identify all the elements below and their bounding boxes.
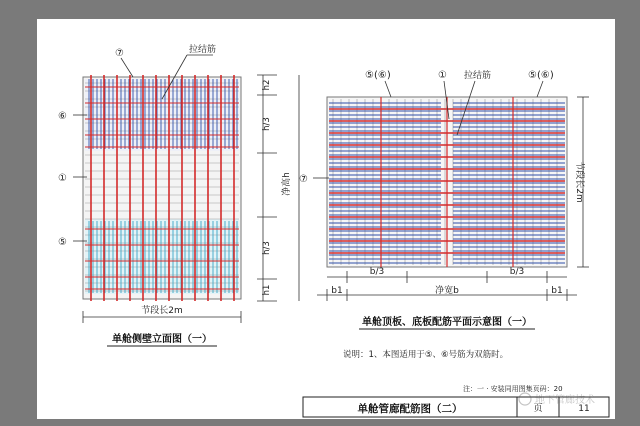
caption-left: 单舱侧壁立面图（一） — [112, 334, 212, 345]
label-right-1: ① — [438, 70, 447, 81]
note-text: 说明：1、本图适用于⑤、⑥号筋为双筋时。 — [343, 350, 509, 360]
dim-right-b3a: b/3 — [369, 267, 385, 277]
label-left-7: ⑦ — [115, 48, 124, 59]
label-right-7: ⑦ — [299, 174, 308, 185]
watermark — [519, 393, 595, 406]
label-right-tie: 拉结筋 — [464, 71, 492, 81]
drawing-sheet — [37, 19, 615, 419]
label-left-6: ⑥ — [58, 111, 67, 122]
watermark-text: 地下管廊技术 — [535, 395, 595, 406]
title-block-page-label: 页 — [533, 404, 543, 414]
watermark-chat-icon — [519, 393, 531, 405]
label-right-56a: ⑤(⑥) — [365, 70, 391, 81]
dim-right-b1b: b1 — [551, 286, 563, 296]
leader-left-7 — [121, 58, 133, 77]
leader-right-56b — [537, 81, 543, 97]
dim-left-h3b: h/3 — [262, 241, 272, 255]
drawing-canvas — [37, 19, 615, 419]
dim-right-seg: 节段长2m — [574, 161, 584, 203]
dim-right-b1a: b1 — [331, 286, 343, 296]
dim-left-seg: 节段长2m — [141, 306, 183, 316]
label-left-5: ⑤ — [58, 237, 67, 248]
dim-right-b3b: b/3 — [509, 267, 525, 277]
label-left-tie: 拉结筋 — [189, 45, 217, 55]
dim-left-h: 净高h — [282, 172, 292, 196]
title-block-title: 单舱管廊配筋图（二） — [357, 403, 463, 415]
dim-left-h2: h2 — [262, 79, 272, 91]
caption-right: 单舱顶板、底板配筋平面示意图（一） — [362, 317, 532, 328]
title-block-page-number: 11 — [578, 404, 590, 414]
dim-left-h3a: h/3 — [262, 117, 272, 131]
atlas-note: 注：一 · 安装同用图集页码：20 — [463, 385, 563, 393]
dim-left-h1: h1 — [262, 284, 272, 296]
leader-right-56a — [385, 81, 391, 97]
label-right-56b: ⑤(⑥) — [528, 70, 554, 81]
dim-right-b: 净宽b — [435, 286, 459, 296]
label-left-1: ① — [58, 173, 67, 184]
